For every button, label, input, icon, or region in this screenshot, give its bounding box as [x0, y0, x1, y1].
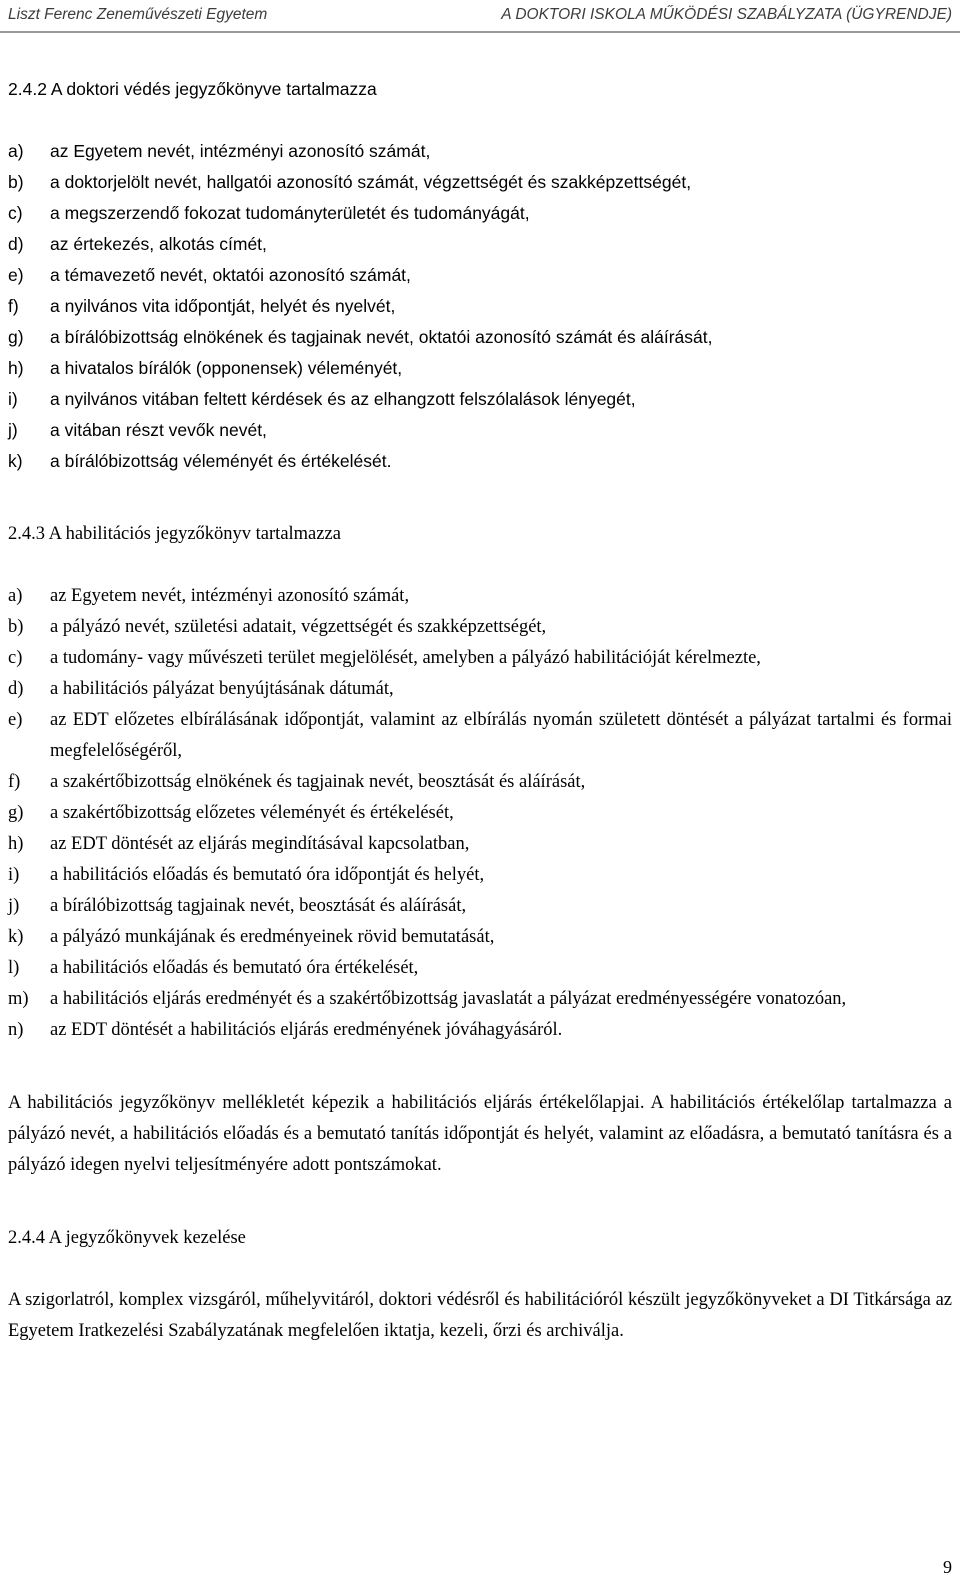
- list-item-text: a habilitációs pályázat benyújtásának dátumát,: [50, 679, 394, 699]
- list-item: [8, 922, 952, 953]
- list-item: [8, 353, 952, 384]
- section-doctoral-defense: [8, 74, 952, 477]
- list-item-text: a pályázó munkájának és eredményeinek rövid bemutatását,: [50, 927, 495, 947]
- list-item: [8, 829, 952, 860]
- list-item-text: az értekezés, alkotás címét,: [50, 234, 267, 254]
- list-item-text: a tudomány- vagy művészeti terület megjelölését, amelyben a pályázó habilitációját kérelmezte,: [50, 648, 761, 668]
- list-item: [8, 798, 952, 829]
- list-item-label: f): [8, 772, 21, 792]
- list-item-label: k): [8, 927, 24, 947]
- list-item: [8, 415, 952, 446]
- list-item-text: a nyilvános vita időpontját, helyét és nyelvét,: [50, 296, 396, 316]
- list-item-label: e): [8, 265, 24, 285]
- list-item: [8, 953, 952, 984]
- section-heading: 2.4.2 A doktori védés jegyzőkönyve tartalmazza: [8, 79, 377, 99]
- list-item: [8, 229, 952, 260]
- list-item: [8, 860, 952, 891]
- doctoral-defense-list: [8, 136, 952, 477]
- list-item-text: a nyilvános vitában feltett kérdések és az elhangzott felszólalások lényegét,: [50, 389, 636, 409]
- list-item-label: b): [8, 617, 24, 637]
- list-item-text: az Egyetem nevét, intézményi azonosító számát,: [50, 141, 431, 161]
- list-item-label: c): [8, 203, 23, 223]
- list-item-text: a témavezető nevét, oktatói azonosító számát,: [50, 265, 411, 285]
- list-item: [8, 891, 952, 922]
- list-item-label: e): [8, 710, 23, 730]
- list-item: [8, 260, 952, 291]
- list-item-text: a vitában részt vevők nevét,: [50, 420, 267, 440]
- list-item: [8, 198, 952, 229]
- list-item: [8, 767, 952, 798]
- list-item: [8, 167, 952, 198]
- habilitation-list: [8, 581, 952, 1046]
- list-item: [8, 581, 952, 612]
- list-item-text: a megszerzendő fokozat tudományterületét és tudományágát,: [50, 203, 530, 223]
- page-header: [8, 6, 952, 30]
- section-habilitation: [8, 519, 952, 1181]
- list-item-text: a szakértőbizottság elnökének és tagjainak nevét, beosztását és aláírását,: [50, 772, 586, 792]
- list-item: [8, 384, 952, 415]
- list-item-text: a bírálóbizottság tagjainak nevét, beosztását és aláírását,: [50, 896, 467, 916]
- list-item-text: az EDT előzetes elbírálásának időpontját, valamint az elbírálás nyomán született döntését a pályázat tartalmi és formai megfelelőségéről,: [50, 710, 952, 761]
- page-number: 9: [943, 1557, 952, 1577]
- list-item: [8, 674, 952, 705]
- list-item-text: a hivatalos bírálók (opponensek) véleményét,: [50, 358, 403, 378]
- header-institution: Liszt Ferenc Zeneművészeti Egyetem: [8, 6, 268, 23]
- list-item-text: az EDT döntését a habilitációs eljárás eredményének jóváhagyásáról.: [50, 1020, 563, 1040]
- list-item-label: i): [8, 865, 20, 885]
- list-item-label: d): [8, 234, 24, 254]
- list-item-text: a habilitációs előadás és bemutató óra időpontját és helyét,: [50, 865, 485, 885]
- list-item-label: g): [8, 803, 24, 823]
- list-item-label: l): [8, 958, 20, 978]
- list-item-label: j): [8, 420, 18, 440]
- list-item-label: a): [8, 586, 23, 606]
- section-records-handling: [8, 1223, 952, 1347]
- list-item-label: a): [8, 141, 24, 161]
- list-item: [8, 136, 952, 167]
- list-item-text: a szakértőbizottság előzetes véleményét és értékelését,: [50, 803, 454, 823]
- list-item-text: a bírálóbizottság elnökének és tagjainak nevét, oktatói azonosító számát és aláírását,: [50, 327, 713, 347]
- list-item: [8, 612, 952, 643]
- list-item: [8, 291, 952, 322]
- records-paragraph: A szigorlatról, komplex vizsgáról, műhelyvitáról, doktori védésről és habilitációról készült jegyzőkönyveket a DI Titkársága az Egyetem Iratkezelési Szabályzatának megfelelően iktatja, kezeli, őrzi és archiválja.: [8, 1290, 952, 1341]
- list-item: [8, 705, 952, 767]
- list-item-label: d): [8, 679, 24, 699]
- document-body: [8, 74, 952, 1347]
- list-item: [8, 446, 952, 477]
- header-document-title: A DOKTORI ISKOLA MŰKÖDÉSI SZABÁLYZATA (ÜGYRENDJE): [501, 6, 952, 23]
- section-heading: 2.4.4 A jegyzőkönyvek kezelése: [8, 1228, 246, 1248]
- list-item-label: f): [8, 296, 19, 316]
- list-item-text: a pályázó nevét, születési adatait, végzettségét és szakképzettségét,: [50, 617, 547, 637]
- header-divider: [0, 31, 960, 33]
- habilitation-paragraph: A habilitációs jegyzőkönyv mellékletét képezik a habilitációs eljárás értékelőlapjai. A habilitációs értékelőlap tartalmazza a pályázó nevét, a habilitációs előadás és a bemutató tanítás időpontját és helyét, valamint az előadásra, a bemutató tanításra és a pályázó idegen nyelvi teljesítményére adott pontszámokat.: [8, 1093, 952, 1175]
- list-item-label: h): [8, 358, 24, 378]
- list-item-label: n): [8, 1020, 24, 1040]
- list-item-text: a doktorjelölt nevét, hallgatói azonosító számát, végzettségét és szakképzettségét,: [50, 172, 692, 192]
- list-item-label: m): [8, 989, 29, 1009]
- list-item-label: b): [8, 172, 24, 192]
- list-item-text: az Egyetem nevét, intézményi azonosító számát,: [50, 586, 410, 606]
- list-item-label: k): [8, 451, 23, 471]
- list-item-text: a habilitációs eljárás eredményét és a szakértőbizottság javaslatát a pályázat eredményességére vonatozóan,: [50, 989, 847, 1009]
- list-item-label: h): [8, 834, 24, 854]
- list-item-text: a habilitációs előadás és bemutató óra értékelését,: [50, 958, 419, 978]
- list-item-label: j): [8, 896, 20, 916]
- list-item: [8, 643, 952, 674]
- list-item-text: a bírálóbizottság véleményét és értékelését.: [50, 451, 392, 471]
- list-item: [8, 1015, 952, 1046]
- list-item-label: g): [8, 327, 24, 347]
- list-item-label: c): [8, 648, 23, 668]
- section-heading: 2.4.3 A habilitációs jegyzőkönyv tartalmazza: [8, 524, 341, 544]
- list-item-label: i): [8, 389, 18, 409]
- list-item: [8, 322, 952, 353]
- list-item-text: az EDT döntését az eljárás megindításával kapcsolatban,: [50, 834, 470, 854]
- list-item: [8, 984, 952, 1015]
